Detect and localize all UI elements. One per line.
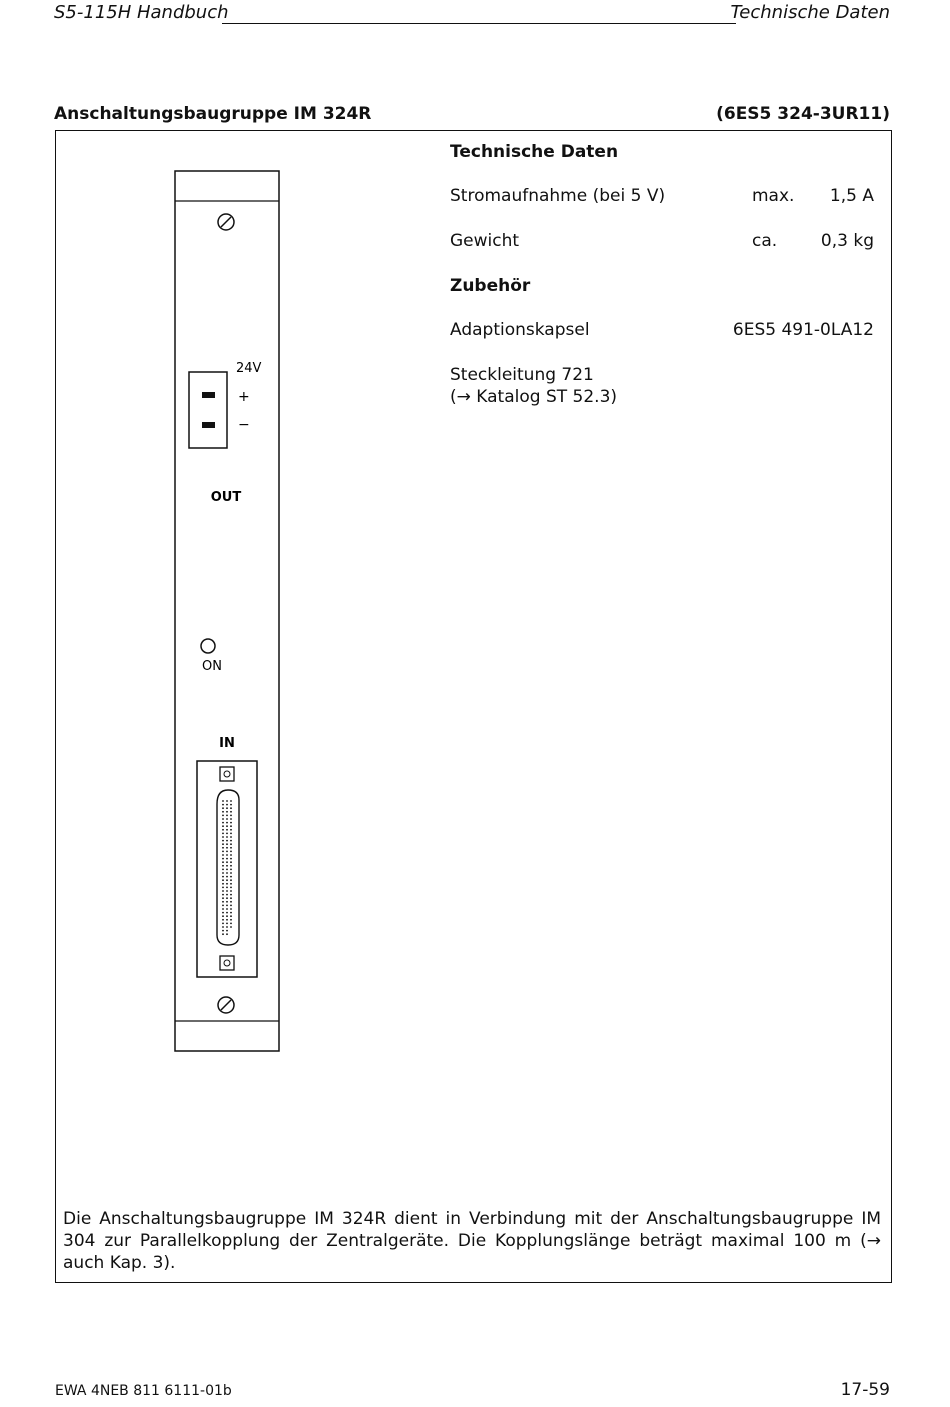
accessory-value-adapter: 6ES5 491-0LA12 bbox=[732, 320, 874, 340]
accessory-note-cable: (→ Katalog ST 52.3) bbox=[450, 387, 618, 407]
spec-label-current: Stromaufnahme (bei 5 V) bbox=[450, 186, 666, 206]
power-terminal-icon bbox=[189, 372, 227, 448]
sub-d-connector-icon bbox=[197, 761, 257, 977]
footer-document-number: EWA 4NEB 811 6111-01b bbox=[55, 1383, 232, 1399]
specs-heading: Technische Daten bbox=[450, 142, 619, 162]
accessory-label-adapter: Adaptionskapsel bbox=[450, 320, 590, 340]
on-led-icon bbox=[201, 639, 215, 653]
voltage-label: 24V bbox=[236, 361, 262, 376]
spec-label-weight: Gewicht bbox=[450, 231, 520, 251]
spec-value-weight: 0,3 kg bbox=[820, 231, 874, 251]
module-description: Die Anschaltungsbaugruppe IM 324R dient in Verbindung mit der Anschaltungsbaugruppe IM 304 zur Parallelkopplung der Zentralgeräte. Die Kopplungslänge beträgt maximal 100 m (→ auch Kap. 3). bbox=[63, 1209, 881, 1273]
accessory-label-cable: Steckleitung 721 bbox=[450, 365, 594, 385]
module-front-panel bbox=[170, 168, 286, 1058]
section-order-number: (6ES5 324-3UR11) bbox=[716, 104, 890, 124]
header-manual-title: S5-115H Handbuch bbox=[54, 2, 229, 23]
spec-value-current: 1,5 A bbox=[829, 186, 874, 206]
header-rule bbox=[222, 23, 736, 24]
out-label: OUT bbox=[210, 490, 242, 505]
in-label: IN bbox=[219, 736, 235, 751]
on-label: ON bbox=[202, 659, 222, 674]
bottom-screw-icon bbox=[218, 997, 234, 1013]
spec-qualifier-current: max. bbox=[752, 186, 795, 206]
footer-page-number: 17-59 bbox=[840, 1380, 890, 1400]
top-screw-icon bbox=[218, 214, 234, 230]
spec-qualifier-weight: ca. bbox=[752, 231, 778, 251]
minus-label: − bbox=[238, 417, 250, 433]
header-chapter-title: Technische Daten bbox=[730, 2, 890, 23]
accessories-heading: Zubehör bbox=[450, 276, 531, 296]
section-title: Anschaltungsbaugruppe IM 324R bbox=[54, 104, 372, 124]
plus-label: + bbox=[238, 389, 250, 405]
